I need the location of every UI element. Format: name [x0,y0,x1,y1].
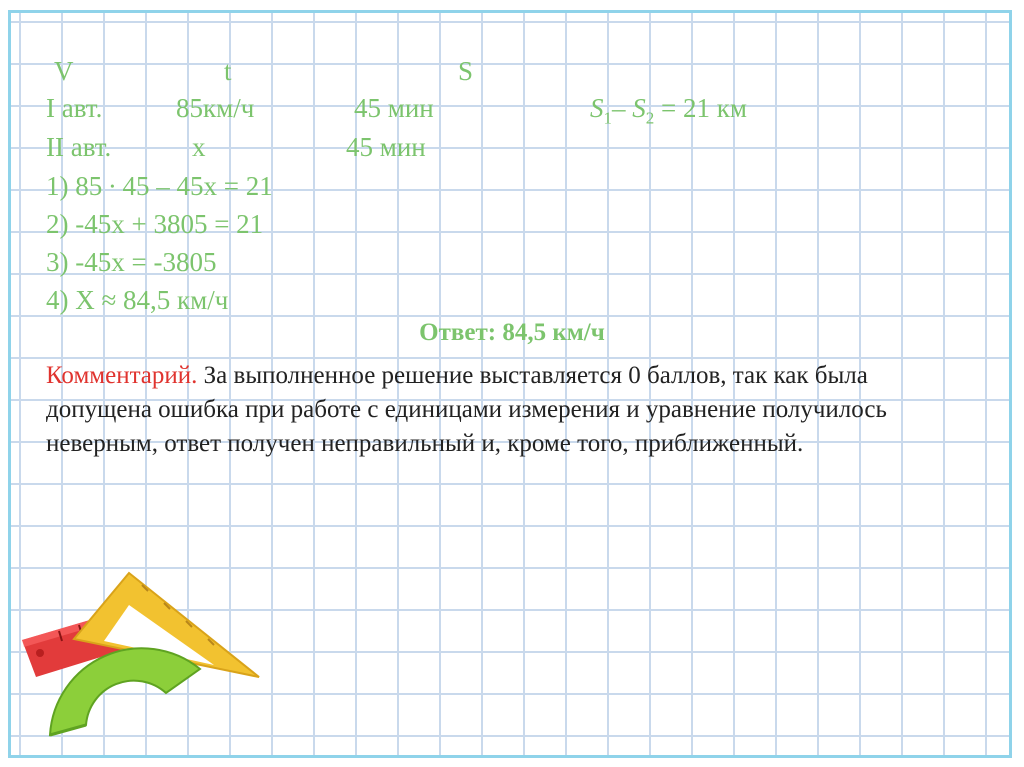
geometry-tools-illustration [14,565,264,750]
row-2-name: II авт. [46,132,112,162]
s2-subscript: 2 [645,108,655,128]
row-1-time: 45 мин [354,93,434,123]
s2-symbol: S [632,93,646,123]
comment-text: За выполненное решение выставляется 0 баллов, так как была допущена ошибка при работе с единицами измерения и уравнение получилось неверным, ответ получен неправильный и, кроме того, приближенный. [46,362,887,457]
header-s: S [458,56,474,86]
step-2: 2) -45x + 3805 = 21 [46,209,264,239]
header-v: V [54,56,74,86]
s1-symbol: S [590,93,604,123]
comment-paragraph [46,359,976,461]
formula-rhs: = 21 км [661,93,747,123]
row-2-speed: x [192,132,206,162]
distance-formula [590,93,747,128]
formula-dash: – [612,93,626,123]
comment-label: Комментарий. [46,362,198,389]
step-4: 4) X ≈ 84,5 км/ч [46,285,229,315]
row-1-name: I авт. [46,93,103,123]
row-1-speed: 85км/ч [176,93,255,123]
header-t: t [224,56,232,86]
step-3: 3) -45x = -3805 [46,247,217,277]
answer-line: Ответ: 84,5 км/ч [419,319,605,346]
step-1: 1) 85 ∙ 45 – 45x = 21 [46,171,273,201]
s1-subscript: 1 [603,108,612,128]
row-2-time: 45 мин [346,132,426,162]
